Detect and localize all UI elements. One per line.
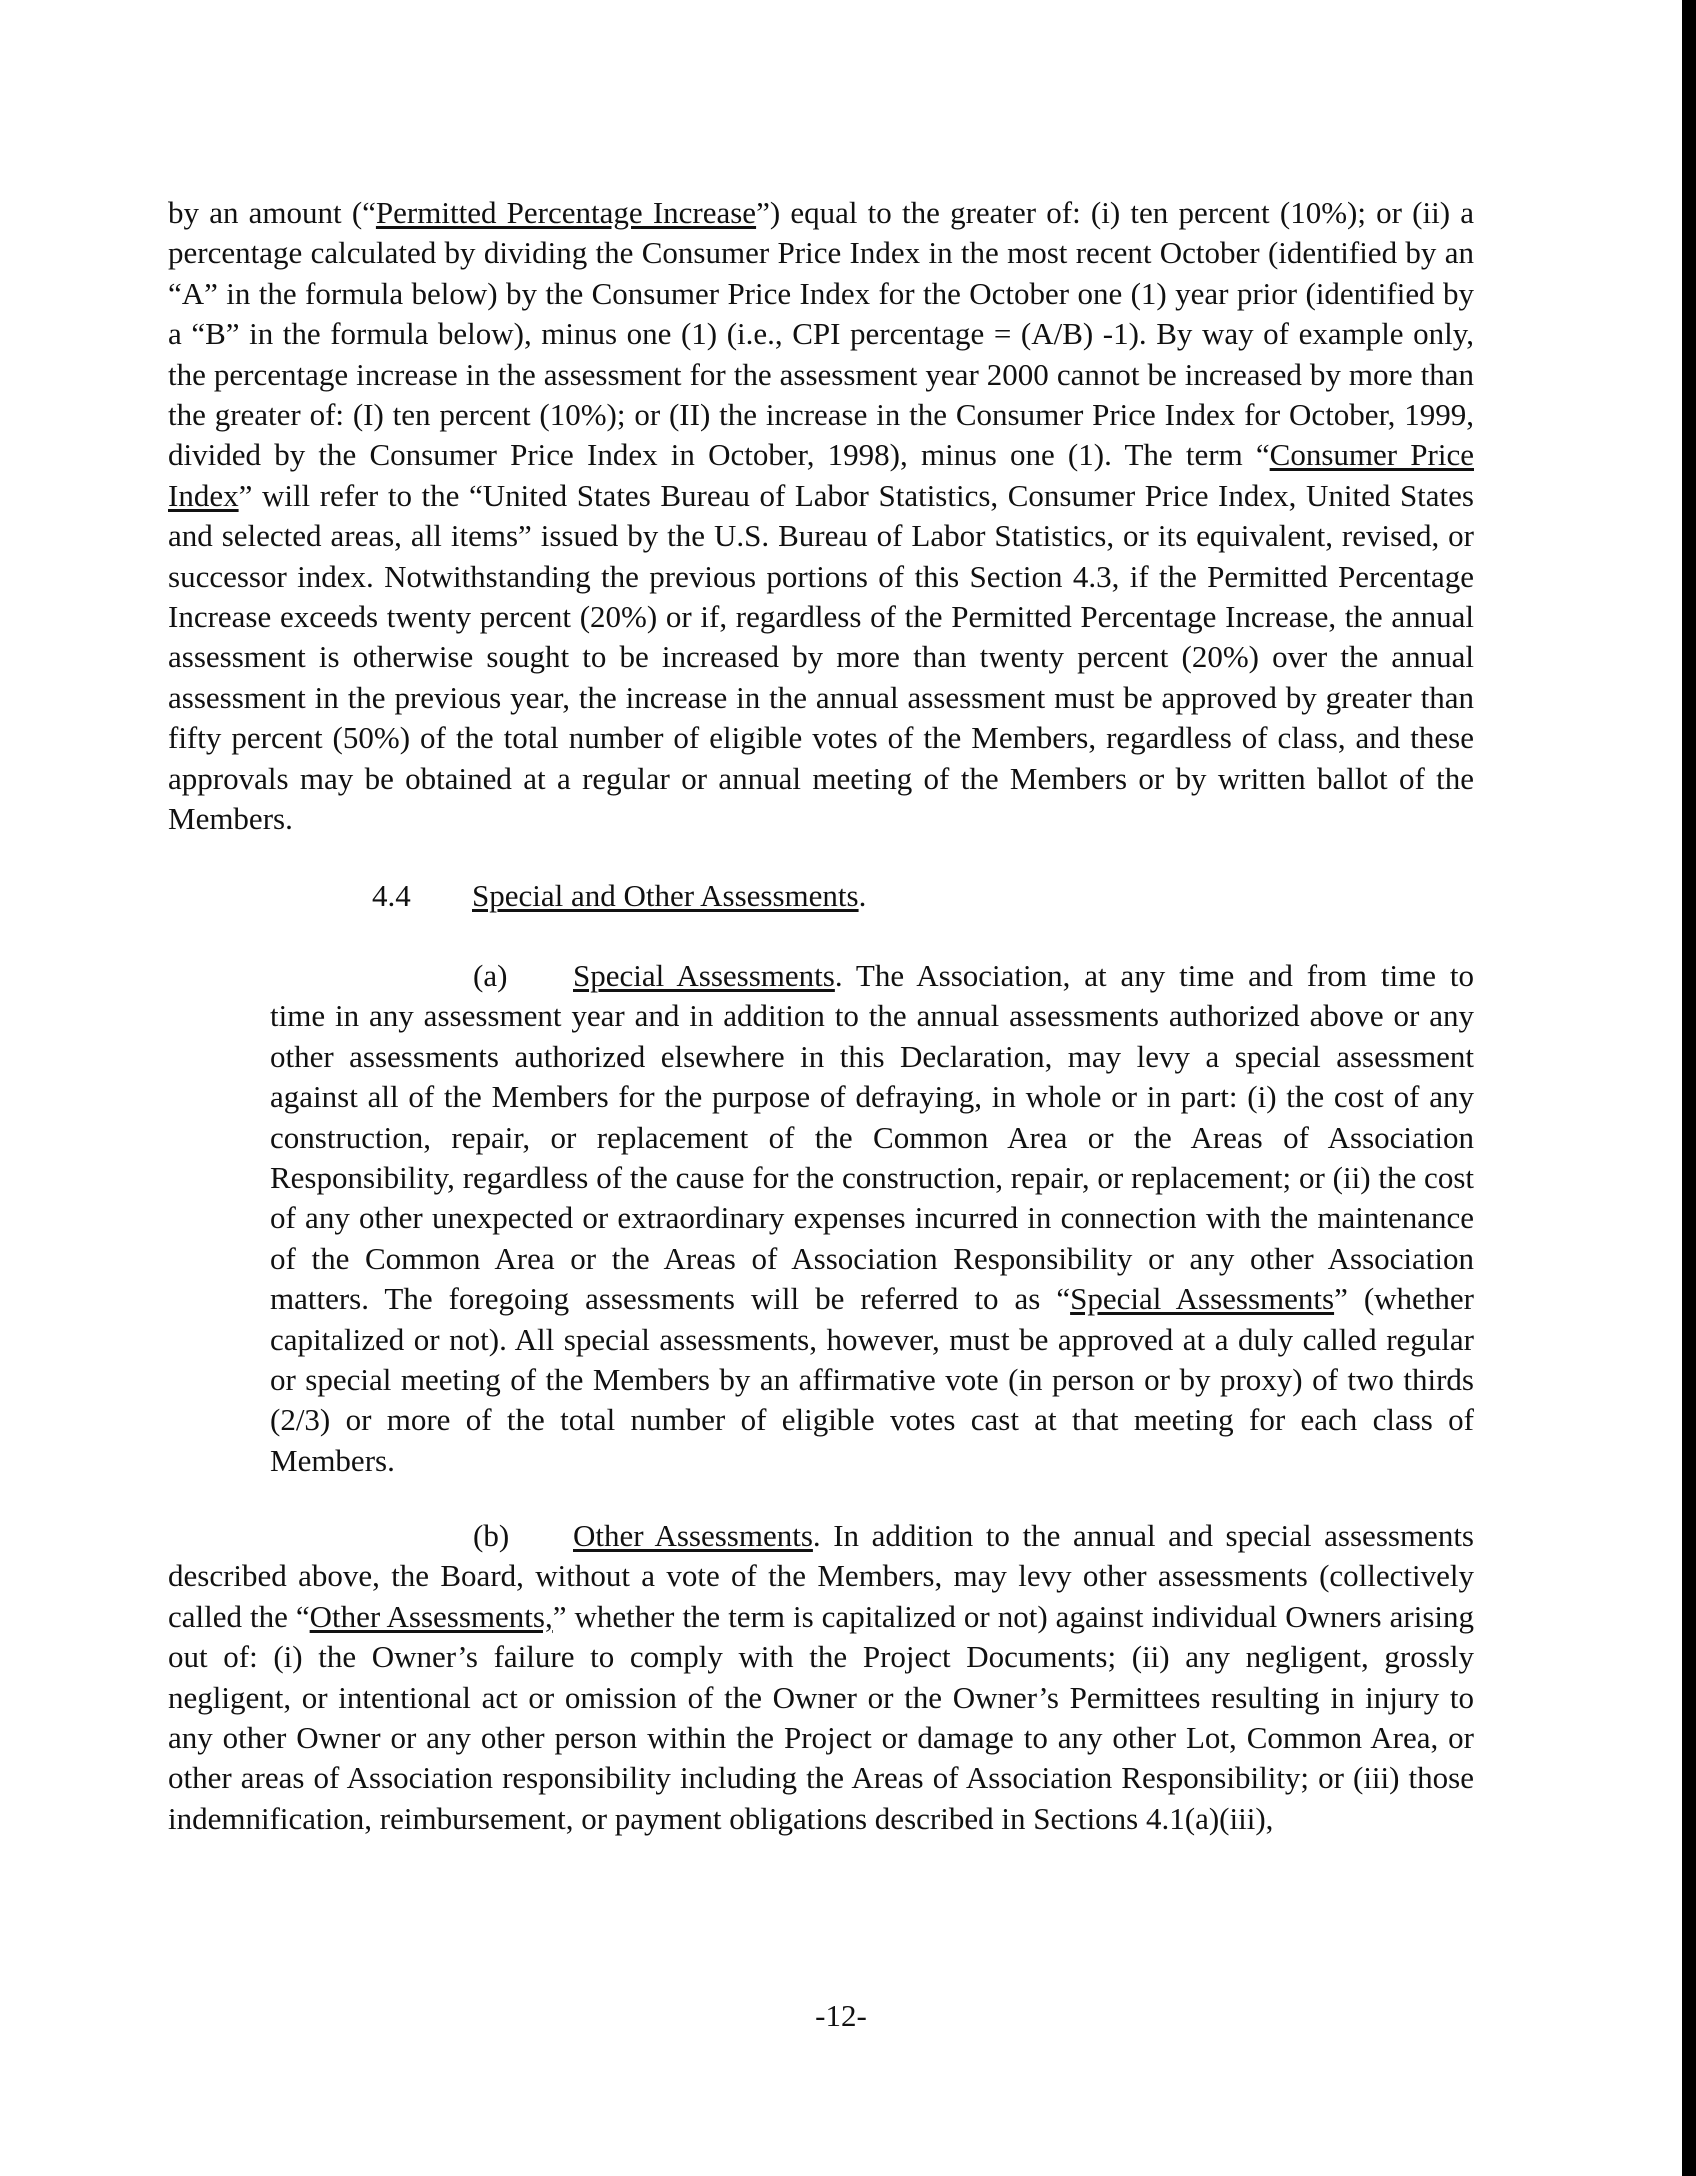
text-run: ”) equal to the greater of: (i) ten percent (10%); or (ii) a percentage calculated by dividing the Consumer Price Index in the most recent October (identified by an “A” in the formula below) by the Consumer Price Index for the October one (1) year prior (identified by a “B” in the formula below), minus one (1) (i.e., CPI percentage = (A/B) -1). By way of example only, the percentage increase in the assessment for the assessment year 2000 cannot be increased by more than the greater of: (I) ten percent (10%); or (II) the increase in the Consumer Price Index for October, 1999, divided by the Consumer Price Index in October, 1998), minus one (1). The term “	[168, 195, 1474, 473]
subsection-heading-special-assessments: Special Assessments	[573, 958, 835, 993]
subsection-label-b: (b)	[473, 1518, 510, 1553]
page-number: -12-	[815, 1998, 867, 2033]
paragraph-special-assessments	[270, 956, 1474, 1481]
paragraph-other-assessments	[168, 1516, 1474, 1839]
section-title: Special and Other Assessments	[472, 878, 859, 913]
text-run: ” whether the term is capitalized or not) against individual Owners arising out of: (i) the Owner’s failure to comply with the Project Documents; (ii) any negligent, grossly negligent, or intentional act or omission of the Owner or the Owner’s Permittees resulting in injury to any other Owner or any other person within the Project or damage to any other Lot, Common Area, or other areas of Association responsibility including the Areas of Association Responsibility; or (iii) those indemnification, reimbursement, or payment obligations described in Sections 4.1(a)(iii),	[168, 1598, 1474, 1836]
section-heading-4-4	[372, 876, 866, 916]
defined-term-special-assessments: Special Assessments	[1070, 1281, 1335, 1317]
subsection-label-a: (a)	[473, 958, 508, 993]
paragraph-permitted-percentage-increase	[168, 193, 1474, 840]
text-run: by an amount (“	[168, 195, 376, 230]
text-run: . In addition to the annual and special assessments described above, the Board, without a vote of the Members, may levy other assessments (collectively called the “	[168, 1518, 1474, 1634]
subsection-heading-other-assessments: Other Assessments	[573, 1518, 813, 1553]
text-run: . The Association, at any time and from time to time in any assessment year and in addition to the annual assessments authorized above or any other assessments authorized elsewhere in this Declaration, may levy a special assessment against all of the Members for the purpose of defraying, in whole or in part: (i) the cost of any construction, repair, or replacement of the Common Area or the Areas of Association Responsibility, regardless of the cause for the construction, repair, or replacement; or (ii) the cost of any other unexpected or extraordinary expenses incurred in connection with the maintenance of the Common Area or the Areas of Association Responsibility or any other Association matters. The foregoing assessments will be referred to as “	[270, 958, 1474, 1317]
text-run: ” will refer to the “United States Bureau of Labor Statistics, Consumer Price Index, United States and selected areas, all items” issued by the U.S. Bureau of Labor Statistics, or its equivalent, revised, or successor index. Notwithstanding the previous portions of this Section 4.3, if the Permitted Percentage Increase exceeds twenty percent (20%) or if, regardless of the Permitted Percentage Increase, the annual assessment is otherwise sought to be increased by more than twenty percent (20%) over the annual assessment in the previous year, the increase in the annual assessment must be approved by greater than fifty percent (50%) of the total number of eligible votes of the Members, regardless of class, and these approvals may be obtained at a regular or annual meeting of the Members or by written ballot of the Members.	[168, 477, 1474, 837]
section-title-period: .	[858, 878, 867, 913]
defined-term-consumer-price-index: Consumer Price Index	[168, 437, 1474, 513]
scan-edge-border	[1682, 0, 1696, 2176]
text-run: ” (whether capitalized or not). All special assessments, however, must be approved at a duly called regular or special meeting of the Members by an affirmative vote (in person or by proxy) of two thirds (2/3) or more of the total number of eligible votes cast at that meeting for each class of Members.	[270, 1281, 1474, 1478]
defined-term-other-assessments: Other Assessments,	[309, 1598, 553, 1634]
defined-term-permitted-percentage-increase: Permitted Percentage Increase	[375, 195, 757, 230]
section-number: 4.4	[372, 878, 411, 913]
